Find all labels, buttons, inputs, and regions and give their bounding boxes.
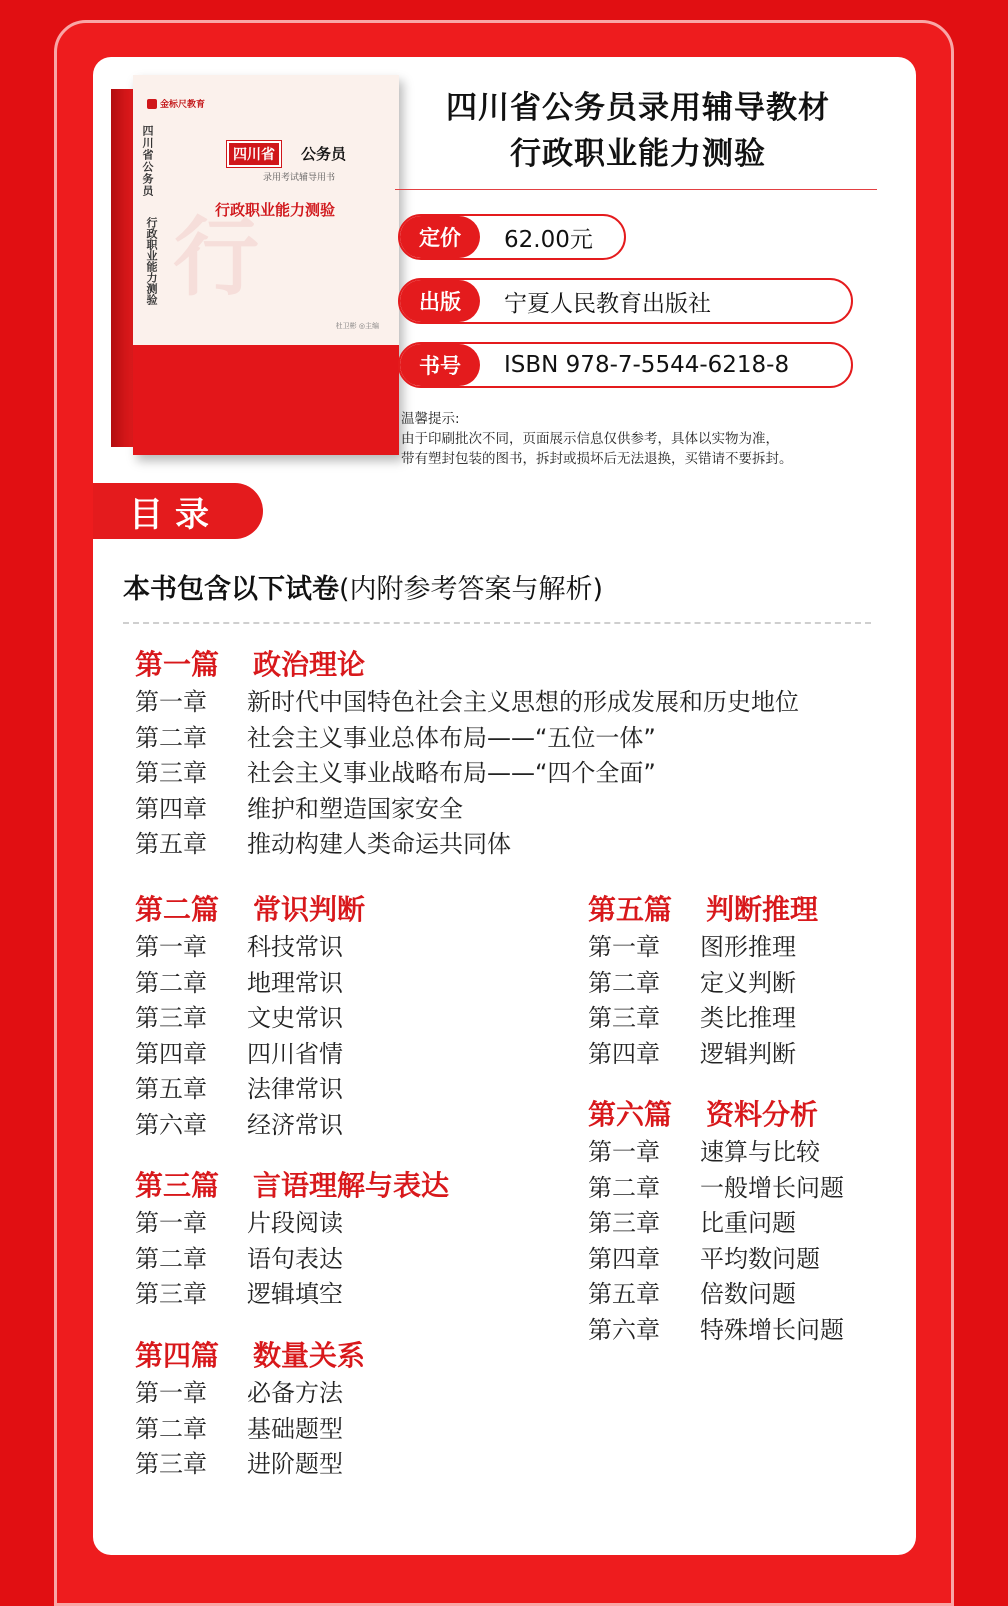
part-name: 数量关系 [253,1339,366,1372]
chapter-number: 第一章 [135,1209,207,1237]
chapter-name: 逻辑填空 [247,1280,343,1308]
part-4 [135,1336,365,1483]
chapter-name: 文史常识 [247,1004,343,1032]
chapter-name: 基础题型 [247,1414,343,1443]
chapter-item [588,1171,844,1207]
book-logo-text: 金标尺教育 [160,100,206,110]
book-subtitle: 录用考试辅导用书 [263,173,336,183]
chapter-name: 新时代中国特色社会主义思想的形成发展和历史地位 [247,688,799,716]
chapter-name: 必备方法 [247,1379,343,1407]
chapter-number: 第五章 [135,830,207,858]
chapter-number: 第二章 [135,1414,207,1443]
title-line-1: 四川省公务员录用辅导教材 [446,90,830,126]
publisher-value: 宁夏人民教育出版社 [504,290,711,317]
chapter-item [135,1447,365,1483]
toc-intro-bold: 本书包含以下试卷 [123,574,339,605]
chapter-name: 图形推理 [700,933,796,961]
book-bottom-band [133,345,399,455]
book-logo [147,97,205,110]
chapter-item [135,1242,449,1278]
chapter-name: 片段阅读 [247,1209,343,1237]
chapter-name: 社会主义事业总体布局——“五位一体” [247,723,656,752]
chapter-item [588,1135,844,1171]
chapter-item [135,1376,365,1412]
toc-intro-note: (内附参考答案与解析) [339,574,604,605]
book-editor: 杜卫彬 ◎主编 [335,322,379,330]
chapter-item [135,685,799,721]
chapter-item [135,966,365,1002]
book-cover-image [111,75,391,455]
chapter-item [135,1412,365,1448]
chapter-number: 第六章 [135,1110,207,1139]
isbn-pill [398,342,853,388]
chapter-item [588,1242,844,1278]
chapter-item [135,1037,365,1073]
chapter-number: 第四章 [135,1039,207,1068]
chapter-number: 第二章 [135,1244,207,1273]
chapter-item [135,1277,449,1313]
chapter-name: 经济常识 [247,1110,343,1139]
part-title [135,890,365,930]
notice-line-2: 由于印刷批次不同，页面展示信息仅供参考，具体以实物为准， [401,431,779,447]
chapter-number: 第五章 [588,1280,660,1308]
chapter-number: 第一章 [588,933,660,961]
chapter-name: 地理常识 [247,968,343,997]
part-2 [135,890,365,1143]
part-6 [588,1095,844,1348]
part-title [135,1336,365,1376]
chapter-name: 逻辑判断 [700,1039,796,1068]
chapter-name: 语句表达 [247,1244,343,1273]
chapter-name: 法律常识 [247,1075,343,1103]
part-number: 第三篇 [135,1169,220,1202]
publisher-label: 出版 [400,280,480,322]
price-pill [398,214,626,260]
product-card [93,57,916,1555]
notice-line-1: 温馨提示: [401,411,460,427]
part-title [135,645,799,685]
chapter-number: 第二章 [135,968,207,997]
purchase-notice [401,409,793,469]
part-3 [135,1166,449,1313]
chapter-number: 第二章 [135,723,207,752]
chapter-name: 比重问题 [700,1209,796,1237]
book-vertical-subject: 行政职业能力测验 [145,217,158,305]
part-name: 资料分析 [706,1098,819,1131]
chapter-name: 速算与比较 [700,1138,820,1166]
part-number: 第六篇 [588,1098,673,1131]
part-5 [588,890,818,1072]
chapter-number: 第三章 [135,759,207,787]
isbn-value: ISBN 978-7-5544-6218-8 [504,352,790,378]
chapter-item [135,1001,365,1037]
part-number: 第一篇 [135,648,220,681]
chapter-number: 第一章 [135,688,207,716]
toc-divider [123,622,871,624]
chapter-name: 科技常识 [247,933,343,961]
chapter-number: 第五章 [135,1075,207,1103]
chapter-number: 第三章 [588,1209,660,1237]
part-name: 常识判断 [253,893,366,926]
chapter-number: 第二章 [588,968,660,997]
chapter-number: 第四章 [135,794,207,823]
chapter-item [588,1313,844,1349]
book-spine [111,89,133,447]
chapter-item [588,966,818,1002]
toc-tab: 目录 [93,483,263,539]
chapter-item [135,721,799,757]
chapter-number: 第一章 [588,1138,660,1166]
chapter-name: 四川省情 [247,1039,343,1068]
chapter-number: 第三章 [588,1004,660,1032]
chapter-number: 第一章 [135,933,207,961]
price-value: 62.00元 [504,226,593,253]
part-name: 政治理论 [253,648,366,681]
chapter-item [588,1037,818,1073]
product-title [398,85,878,177]
chapter-item [135,756,799,792]
part-1 [135,645,799,863]
chapter-item [135,792,799,828]
title-divider [395,189,877,190]
chapter-number: 第六章 [588,1315,660,1344]
book-vertical-title: 四川省公务员 [141,125,154,197]
chapter-name: 一般增长问题 [700,1173,844,1202]
chapter-number: 第三章 [135,1004,207,1032]
book-front [133,75,399,455]
chapter-item [588,1206,844,1242]
chapter-name: 定义判断 [700,968,796,997]
chapter-number: 第二章 [588,1173,660,1202]
book-tag-text: 公务员 [301,145,347,163]
chapter-name: 维护和塑造国家安全 [247,794,463,823]
book-watermark-char: 行 [173,208,259,308]
chapter-name: 平均数问题 [700,1244,820,1273]
book-title: 行政职业能力测验 [215,201,336,219]
chapter-item [588,930,818,966]
chapter-number: 第三章 [135,1280,207,1308]
toc-intro [123,567,603,606]
chapter-item [588,1001,818,1037]
chapter-name: 推动构建人类命运共同体 [247,830,511,858]
logo-icon [147,99,157,109]
part-title [588,890,818,930]
chapter-name: 社会主义事业战略布局——“四个全面” [247,759,656,787]
part-title [135,1166,449,1206]
chapter-number: 第四章 [588,1244,660,1273]
chapter-name: 倍数问题 [700,1280,796,1308]
chapter-item [135,1206,449,1242]
part-number: 第四篇 [135,1339,220,1372]
chapter-item [588,1277,844,1313]
part-number: 第二篇 [135,893,220,926]
part-name: 判断推理 [706,893,819,926]
isbn-label: 书号 [400,344,480,386]
chapter-item [135,1072,365,1108]
chapter-number: 第一章 [135,1379,207,1407]
book-province-tag: 四川省 [227,141,281,167]
title-line-2: 行政职业能力测验 [510,136,766,172]
chapter-number: 第四章 [588,1039,660,1068]
chapter-name: 进阶题型 [247,1450,343,1478]
chapter-item [135,1108,365,1144]
notice-line-3: 带有塑封包装的图书，拆封或损坏后无法退换，买错请不要拆封。 [401,451,793,467]
chapter-item [135,827,799,863]
part-name: 言语理解与表达 [253,1169,450,1202]
chapter-name: 类比推理 [700,1004,796,1032]
price-label: 定价 [400,216,480,258]
part-title [588,1095,844,1135]
publisher-pill [398,278,853,324]
chapter-name: 特殊增长问题 [700,1315,844,1344]
chapter-number: 第三章 [135,1450,207,1478]
chapter-item [135,930,365,966]
part-number: 第五篇 [588,893,673,926]
